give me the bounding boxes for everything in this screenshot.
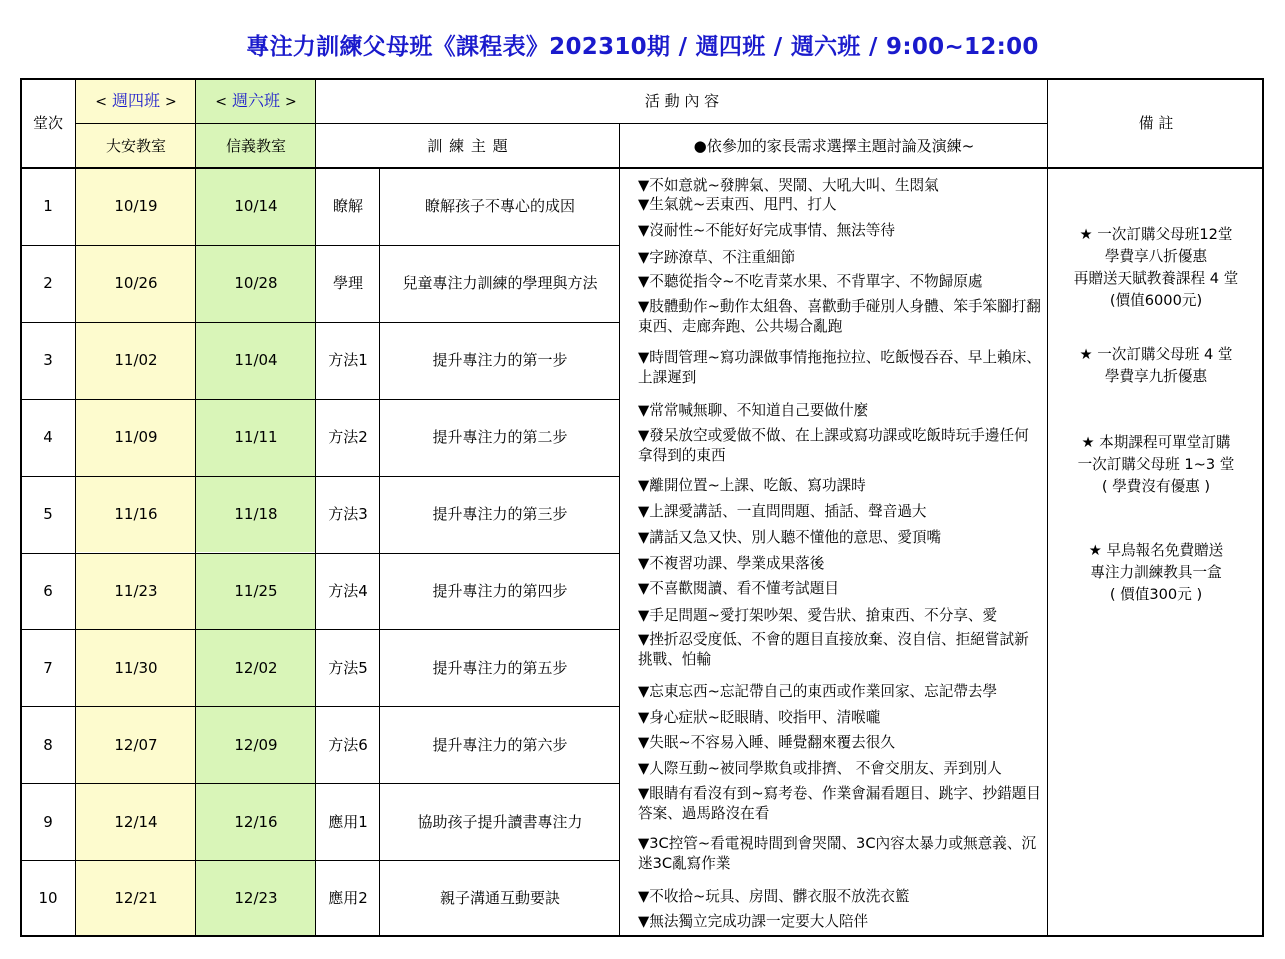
activity-item: ▼不收拾~玩具、房間、髒衣服不放洗衣籃 (638, 888, 910, 905)
row-1-topic: 瞭解孩子不專心的成因 (424, 197, 575, 216)
row-8-type: 方法6 (328, 735, 368, 754)
row-7-type: 方法5 (328, 658, 368, 677)
row-10-thu: 12/21 (76, 860, 196, 937)
row-7-thu: 11/30 (76, 629, 196, 706)
note-line: ★ 早鳥報名免費贈送 (1088, 542, 1224, 559)
row-9-thu: 12/14 (76, 783, 196, 860)
activity-item: ▼失眠~不容易入睡、睡覺翻來覆去很久 (638, 734, 895, 751)
row-4-thu: 11/09 (76, 399, 196, 476)
activity-item: ▼發呆放空或愛做不做、在上課或寫功課或吃飯時玩手邊任何拿得到的東西 (638, 427, 1029, 464)
row-4-no: 4 (43, 428, 53, 446)
row-1-type: 瞭解 (332, 197, 363, 216)
activity-item: ▼無法獨立完成功課一定要大人陪伴 (638, 913, 869, 930)
grid-line (20, 476, 620, 477)
discuss-header: ●依參加的家長需求選擇主題討論及演練~ (693, 136, 975, 155)
thu-room-header: 大安教室 (76, 124, 196, 168)
note-line: ★ 一次訂購父母班 4 堂 (1079, 346, 1233, 363)
activity-item: ▼字跡潦草、不注重細節 (638, 249, 796, 266)
note-line: ★ 一次訂購父母班12堂 (1079, 226, 1233, 243)
row-5-type: 方法3 (328, 504, 368, 523)
activity-item: ▼不喜歡閱讀、看不懂考試題目 (638, 580, 839, 597)
schedule-table (20, 78, 1264, 937)
grid-line (20, 706, 620, 707)
row-6-topic: 提升專注力的第四步 (432, 581, 568, 600)
activity-item: ▼人際互動~被同學欺負或排擠、 不會交朋友、弄到別人 (638, 760, 1002, 777)
row-9-topic: 協助孩子提升讀書專注力 (417, 812, 583, 831)
row-5-topic: 提升專注力的第三步 (432, 504, 568, 523)
row-6-type: 方法4 (328, 581, 368, 600)
row-5-no: 5 (43, 504, 53, 523)
row-3-sat: 11/04 (196, 322, 316, 399)
activity-item: ▼常常喊無聊、不知道自己要做什麼 (638, 402, 869, 419)
row-1-thu: 10/19 (76, 168, 196, 245)
activity-item: ▼忘東忘西~忘記帶自己的東西或作業回家、忘記帶去學 (638, 683, 998, 700)
activity-item: ▼不如意就~發脾氣、哭鬧、大吼大叫、生悶氣 (638, 177, 939, 194)
row-2-type: 學理 (332, 274, 363, 293)
topic-header: 訓 練 主 題 (427, 136, 509, 155)
row-1-sat: 10/14 (196, 168, 316, 245)
activity-item: ▼挫折忍受度低、不會的題目直接放棄、沒自信、拒絕嘗試新挑戰、怕輸 (638, 631, 1029, 668)
row-7-topic: 提升專注力的第五步 (432, 658, 568, 677)
grid-line (75, 78, 76, 937)
thu-class-header: < 週四班 > (76, 78, 196, 124)
grid-line (20, 78, 1264, 80)
note-line: 再贈送天賦教養課程 4 堂 (1073, 270, 1239, 287)
grid-line (20, 629, 620, 630)
activity-item: ▼離開位置~上課、吃飯、寫功課時 (638, 477, 866, 494)
note-line: 一次訂購父母班 1~3 堂 (1077, 456, 1235, 473)
activity-item: ▼沒耐性~不能好好完成事情、無法等待 (638, 222, 895, 239)
grid-line (20, 167, 1264, 169)
activity-item: ▼身心症狀~眨眼睛、咬指甲、清喉嚨 (638, 709, 881, 726)
row-3-topic: 提升專注力的第一步 (432, 351, 568, 370)
activity-item: ▼生氣就~丟東西、甩門、打人 (638, 196, 837, 213)
row-4-type: 方法2 (328, 428, 368, 446)
grid-line (20, 322, 620, 323)
session-header: 堂次 (32, 113, 63, 132)
note-block (1048, 344, 1264, 388)
row-6-sat: 11/25 (196, 553, 316, 630)
activity-header: 活 動 內 容 (644, 91, 720, 110)
sat-room-header: 信義教室 (196, 124, 316, 168)
row-2-sat: 10/28 (196, 245, 316, 322)
row-4-topic: 提升專注力的第二步 (432, 428, 568, 446)
grid-line (20, 78, 22, 937)
row-2-no: 2 (43, 274, 53, 293)
remarks-notes (1048, 168, 1264, 606)
row-2-topic: 兒童專注力訓練的學理與方法 (402, 274, 598, 293)
note-line: ★ 本期課程可單堂訂購 (1081, 434, 1231, 451)
row-9-sat: 12/16 (196, 783, 316, 860)
note-block (1048, 224, 1264, 312)
grid-line (20, 860, 620, 861)
row-8-topic: 提升專注力的第六步 (432, 735, 568, 754)
note-line: 學費享九折優惠 (1104, 368, 1208, 385)
grid-line (20, 553, 620, 554)
row-5-thu: 11/16 (76, 476, 196, 553)
row-2-thu: 10/26 (76, 245, 196, 322)
row-7-sat: 12/02 (196, 629, 316, 706)
row-9-type: 應用1 (328, 812, 368, 831)
activity-item: ▼講話又急又快、別人聽不懂他的意思、愛頂嘴 (638, 529, 942, 546)
note-line: ( 價值300元 ) (1109, 586, 1203, 603)
grid-line (76, 123, 1048, 124)
remarks-header: 備 註 (1138, 113, 1174, 132)
activity-item: ▼肢體動作~動作太組魯、喜歡動手碰別人身體、笨手笨腳打翻東西、走廊奔跑、公共場合亂跑 (638, 298, 1041, 335)
grid-line (1262, 78, 1264, 937)
grid-line (1047, 78, 1048, 937)
page-title: 專注力訓練父母班《課程表》202310期 / 週四班 / 週六班 / 9:00~12:00 (246, 34, 1039, 60)
activity-item: ▼不複習功課、學業成果落後 (638, 555, 825, 572)
note-block (1048, 432, 1264, 498)
activity-item: ▼上課愛講話、一直問問題、插話、聲音過大 (638, 503, 927, 520)
activity-item: ▼眼睛有看沒有到~寫考卷、作業會漏看題目、跳字、抄錯題目答案、過馬路沒在看 (638, 785, 1041, 822)
note-block (1048, 540, 1264, 606)
note-line: ( 學費沒有優惠 ) (1101, 478, 1211, 495)
grid-line (20, 245, 620, 246)
note-line: 專注力訓練教具一盒 (1090, 564, 1222, 581)
grid-line (195, 78, 196, 937)
grid-line (20, 399, 620, 400)
row-8-sat: 12/09 (196, 706, 316, 783)
row-6-no: 6 (43, 581, 53, 600)
note-line: (價值6000元) (1109, 292, 1203, 309)
row-9-no: 9 (43, 812, 53, 831)
row-3-thu: 11/02 (76, 322, 196, 399)
row-7-no: 7 (43, 658, 53, 677)
activity-item: ▼不聽從指令~不吃青菜水果、不背單字、不物歸原處 (638, 273, 983, 290)
activity-item: ▼3C控管~看電視時間到會哭鬧、3C內容太暴力或無意義、沉迷3C亂寫作業 (638, 835, 1037, 872)
row-5-sat: 11/18 (196, 476, 316, 553)
row-10-sat: 12/23 (196, 860, 316, 937)
row-3-no: 3 (43, 351, 53, 370)
row-8-thu: 12/07 (76, 706, 196, 783)
row-1-no: 1 (43, 197, 53, 216)
row-10-no: 10 (38, 889, 58, 908)
sat-class-header: < 週六班 > (196, 78, 316, 124)
row-8-no: 8 (43, 735, 53, 754)
row-10-topic: 親子溝通互動要訣 (439, 889, 560, 908)
grid-line (20, 935, 1264, 937)
activity-item: ▼手足問題~愛打架吵架、愛告狀、搶東西、不分享、愛 (638, 607, 998, 624)
note-line: 學費享八折優惠 (1104, 248, 1208, 265)
row-10-type: 應用2 (328, 889, 368, 908)
row-6-thu: 11/23 (76, 553, 196, 630)
activity-item: ▼時間管理~寫功課做事情拖拖拉拉、吃飯慢吞吞、早上賴床、上課遲到 (638, 349, 1041, 386)
grid-line (20, 783, 620, 784)
row-4-sat: 11/11 (196, 399, 316, 476)
grid-line (315, 78, 316, 937)
row-3-type: 方法1 (328, 351, 368, 370)
